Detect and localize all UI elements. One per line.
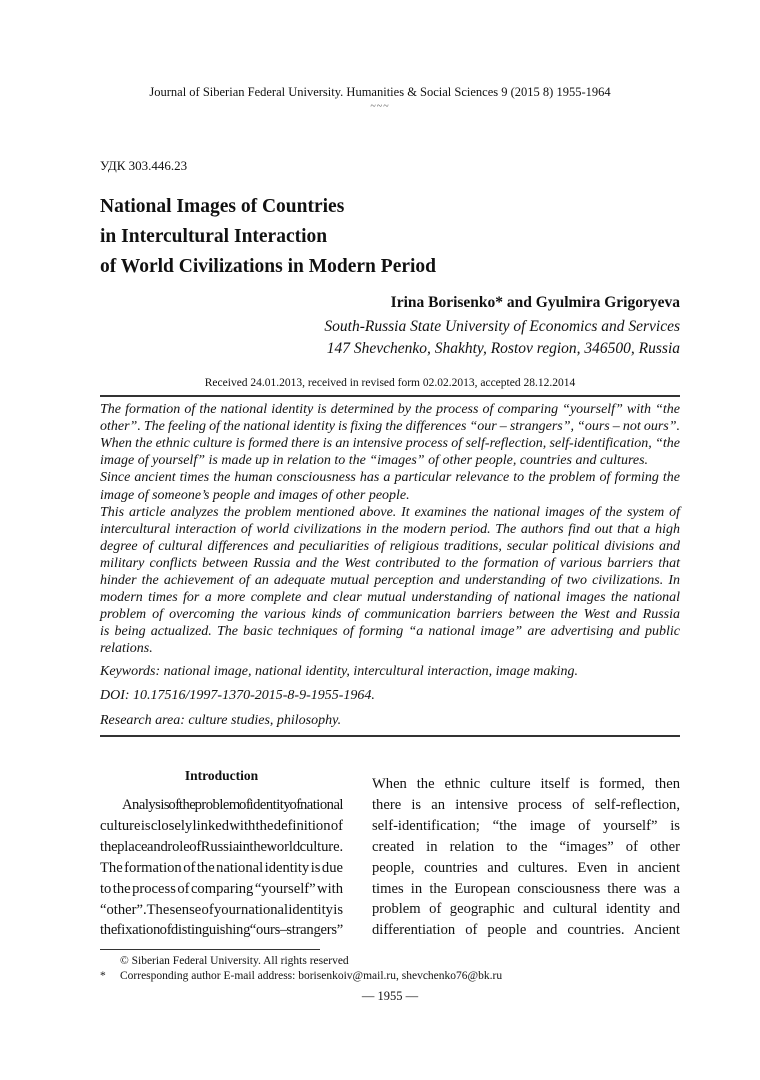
affiliation-line: 147 Shevchenko, Shakhty, Rostov region, 346500, Russia	[326, 340, 680, 357]
abstract-bottom-rule	[100, 735, 680, 737]
footnote-rule	[100, 949, 320, 950]
doi: DOI: 10.17516/1997-1370-2015-8-9-1955-1964.	[100, 688, 375, 703]
abstract-line: The formation of the national identity is determined by the process of comparing “yourself” with “the	[100, 402, 680, 417]
body-text-line: problem of geographic and cultural identity and	[372, 901, 680, 918]
copyright-footnote: © Siberian Federal University. All rights reserved	[120, 955, 349, 967]
abstract-line: intercultural interaction of world civilizations in the modern period. The authors find out that a high	[100, 521, 680, 537]
journal-header: Journal of Siberian Federal University. Humanities & Social Sciences 9 (2015 8) 1955-1964	[149, 85, 611, 99]
body-text-line: The formation of the national identity is due	[100, 859, 343, 876]
abstract-line: image of someone’s people and images of other people.	[100, 487, 410, 503]
footnote-marker: *	[100, 970, 106, 982]
abstract-line: Since ancient times the human consciousness has a particular relevance to the problem of forming the	[100, 470, 680, 486]
body-text-line: When the ethnic culture itself is formed, then	[372, 776, 680, 792]
keywords: Keywords: national image, national identity, intercultural interaction, image making.	[100, 664, 579, 679]
received-dates: Received 24.01.2013, received in revised form 02.02.2013, accepted 28.12.2014	[204, 377, 576, 389]
abstract-line: problem of overcoming the various kinds of communication barriers between the West and Russia	[100, 607, 680, 623]
authors: Irina Borisenko* and Gyulmira Grigoryeva	[390, 294, 680, 311]
body-text-line: times in the European consciousness there was a	[372, 880, 680, 897]
title-line: of World Civilizations in Modern Period	[100, 256, 437, 277]
abstract-line: other”. The feeling of the national identity is fixing the differences “our – strangers”, “ours – not ours”.	[100, 419, 680, 435]
body-text-line: the fixation of distinguishing “ours – strangers”	[100, 922, 343, 939]
body-text-line: Analysis of the problem of identity of national	[122, 797, 343, 813]
affiliation-line: South-Russia State University of Economics and Services	[324, 318, 680, 335]
section-heading-introduction: Introduction	[184, 768, 259, 783]
body-text-line: “other”. The sense of your national identity is	[100, 901, 343, 918]
abstract-line: hinder the achievement of an adequate mutual perception and understanding of two civilizations. In	[100, 573, 680, 588]
title-line: in Intercultural Interaction	[100, 226, 328, 247]
body-text-line: there is an intensive process of self-reflection,	[372, 796, 680, 813]
body-text-line: created in relation to the “images” of other	[372, 838, 680, 855]
abstract-line: modern times for a more complete and clear mutual understanding of national images the national	[100, 590, 680, 606]
abstract-line: When the ethnic culture is formed there is an intensive process of self-reflection, self-identification, “the	[100, 436, 680, 452]
abstract-line: This article analyzes the problem mentioned above. It examines the national images of the system of	[100, 504, 680, 520]
header-ornament: ~~~	[370, 101, 390, 112]
abstract-line: military conflicts between Russia and the West contributed to the formation of various barriers that	[100, 555, 680, 571]
abstract-line: is being actualized. The basic techniques of forming “a national image” are advertising and public	[100, 624, 680, 640]
body-text-line: to the process of comparing “yourself” with	[100, 880, 343, 897]
body-text-line: self-identification; “the image of yourself” is	[372, 817, 680, 834]
body-text-line: people, countries and cultures. Even in ancient	[372, 859, 680, 876]
title-line: National Images of Countries	[100, 196, 345, 217]
body-text-line: culture is closely linked with the definition of	[100, 817, 343, 834]
body-text-line: differentiation of people and countries. Ancient	[372, 922, 680, 939]
abstract-top-rule	[100, 395, 680, 397]
abstract-line: degree of cultural differences and peculiarities of religious traditions, secular political divisions and	[100, 538, 680, 554]
abstract-line: relations.	[100, 641, 153, 657]
body-text-line: the place and role of Russia in the world culture.	[100, 838, 343, 855]
page-number: — 1955 —	[361, 989, 419, 1003]
corresponding-author-footnote: Corresponding author E-mail address: borisenkoiv@mail.ru, shevchenko76@bk.ru	[120, 970, 503, 982]
abstract-line: image of yourself” is made up in relation to the “images” of other people, countries and cultures.	[100, 453, 649, 469]
udk-code: УДК 303.446.23	[100, 158, 188, 173]
research-area: Research area: culture studies, philosophy.	[100, 713, 342, 728]
